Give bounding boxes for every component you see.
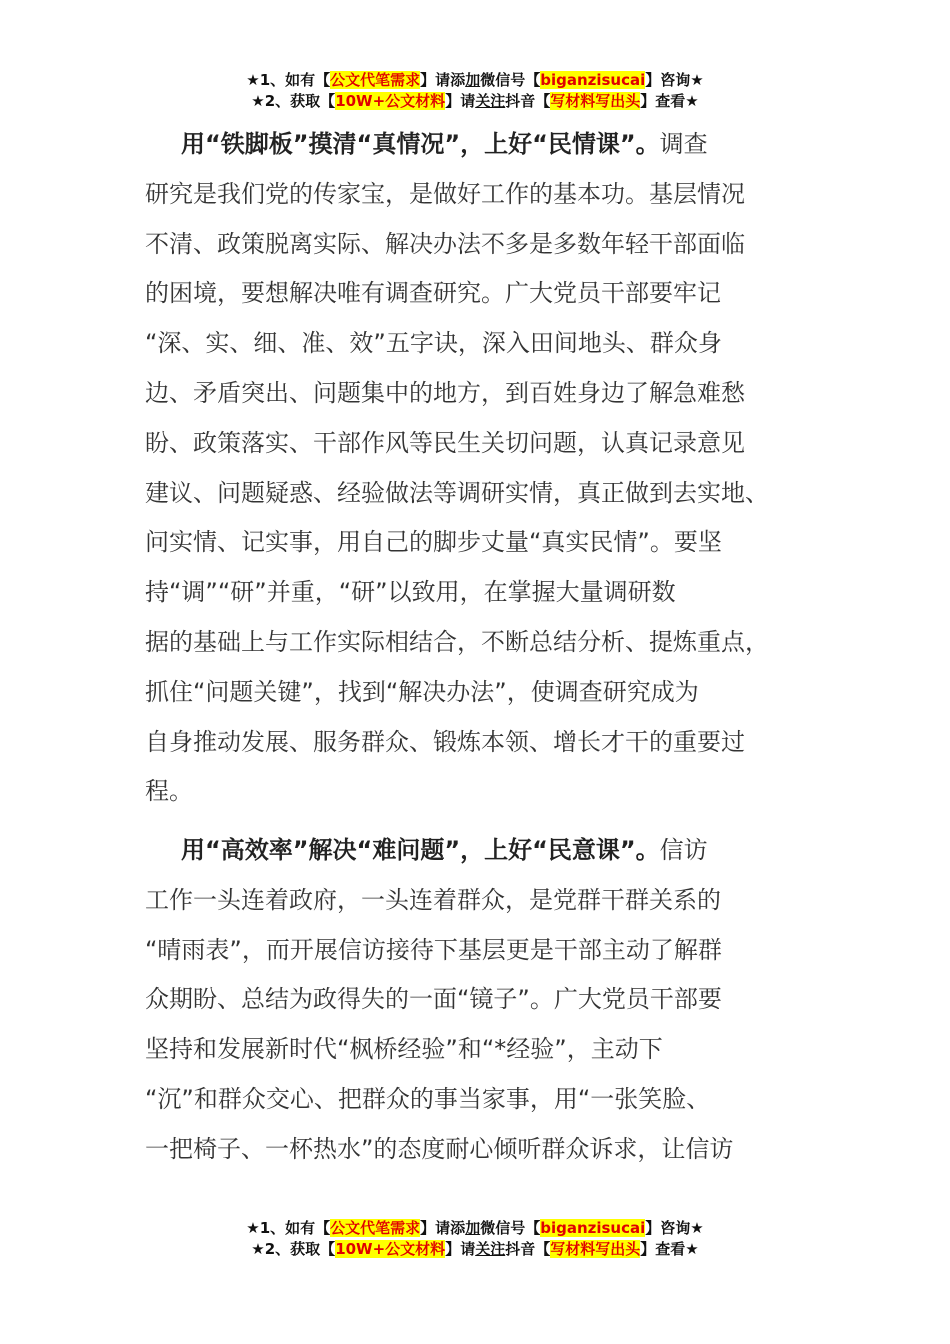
paragraph-line: “晴雨表”，而开展信访接待下基层更是干部主动了解群	[145, 935, 722, 964]
paragraph-line: 众期盼、总结为政得失的一面“镜子”。广大党员干部要	[145, 985, 722, 1014]
banner-line-2: ★2、获取【10W+公文材料】请关注抖音【写材料写出头】查看★	[251, 92, 699, 110]
douyin-id-highlight: 写材料写出头	[550, 92, 641, 110]
materials-highlight: 10W+公文材料	[335, 92, 446, 110]
paragraph-line: 工作一头连着政府，一头连着群众，是党群干群关系的	[145, 885, 721, 914]
paragraph-line: 不清、政策脱离实际、解决办法不多是多数年轻干部面临	[145, 229, 745, 258]
paragraph-line: “深、实、细、准、效”五字诀，深入田间地头、群众身	[145, 329, 722, 358]
banner-line-2: ★2、获取【10W+公文材料】请关注抖音【写材料写出头】查看★	[251, 1240, 699, 1258]
paragraph-line: 用“铁脚板”摸清“真情况”，上好“民情课”。调查	[181, 130, 708, 158]
paragraph-investigation	[145, 120, 807, 817]
paragraph-line: 坚持和发展新时代“枫桥经验”和“*经验”，主动下	[145, 1035, 663, 1064]
paragraph-line: 盼、政策落实、干部作风等民生关切问题，认真记录意见	[145, 428, 745, 457]
wechat-id-highlight: biganzisucai	[540, 1219, 646, 1237]
paragraph-line: 边、矛盾突出、问题集中的地方，到百姓身边了解急难愁	[145, 378, 745, 407]
header-banner	[0, 70, 950, 112]
paragraph-line: 的困境，要想解决唯有调查研究。广大党员干部要牢记	[145, 279, 721, 308]
paragraph-heading: 用“高效率”解决“难问题”，上好“民意课”。	[181, 836, 660, 864]
paragraph-line: 研究是我们党的传家宝，是做好工作的基本功。基层情况	[145, 179, 745, 208]
paragraph-line: 问实情、记实事，用自己的脚步丈量“真实民情”。要坚	[145, 528, 722, 557]
paragraph-heading: 用“铁脚板”摸清“真情况”，上好“民情课”。	[181, 130, 660, 158]
paragraph-line: 程。	[145, 777, 193, 806]
service-highlight: 公文代笔需求	[330, 71, 421, 89]
paragraph-line: 用“高效率”解决“难问题”，上好“民意课”。信访	[181, 836, 708, 864]
banner-line-1: ★1、如有【公文代笔需求】请添加微信号【biganzisucai】咨询★	[246, 1219, 704, 1237]
paragraph-line: 建议、问题疑惑、经验做法等调研实情，真正做到去实地、	[145, 478, 769, 507]
paragraph-petition	[145, 826, 807, 1175]
douyin-id-highlight: 写材料写出头	[550, 1240, 641, 1258]
paragraph-line: 抓住“问题关键”，找到“解决办法”，使调查研究成为	[145, 677, 699, 706]
paragraph-line: 自身推动发展、服务群众、锻炼本领、增长才干的重要过	[145, 727, 745, 756]
footer-banner	[0, 1218, 950, 1260]
paragraph-line: 一把椅子、一杯热水”的态度耐心倾听群众诉求，让信访	[145, 1134, 734, 1163]
paragraph-line: 据的基础上与工作实际相结合，不断总结分析、提炼重点，	[145, 627, 769, 656]
service-highlight: 公文代笔需求	[330, 1219, 421, 1237]
banner-line-1: ★1、如有【公文代笔需求】请添加微信号【biganzisucai】咨询★	[246, 71, 704, 89]
materials-highlight: 10W+公文材料	[335, 1240, 446, 1258]
wechat-id-highlight: biganzisucai	[540, 71, 646, 89]
paragraph-line: 持“调”“研”并重，“研”以致用，在掌握大量调研数	[145, 578, 676, 607]
paragraph-line: “沉”和群众交心、把群众的事当家事，用“一张笑脸、	[145, 1084, 711, 1113]
